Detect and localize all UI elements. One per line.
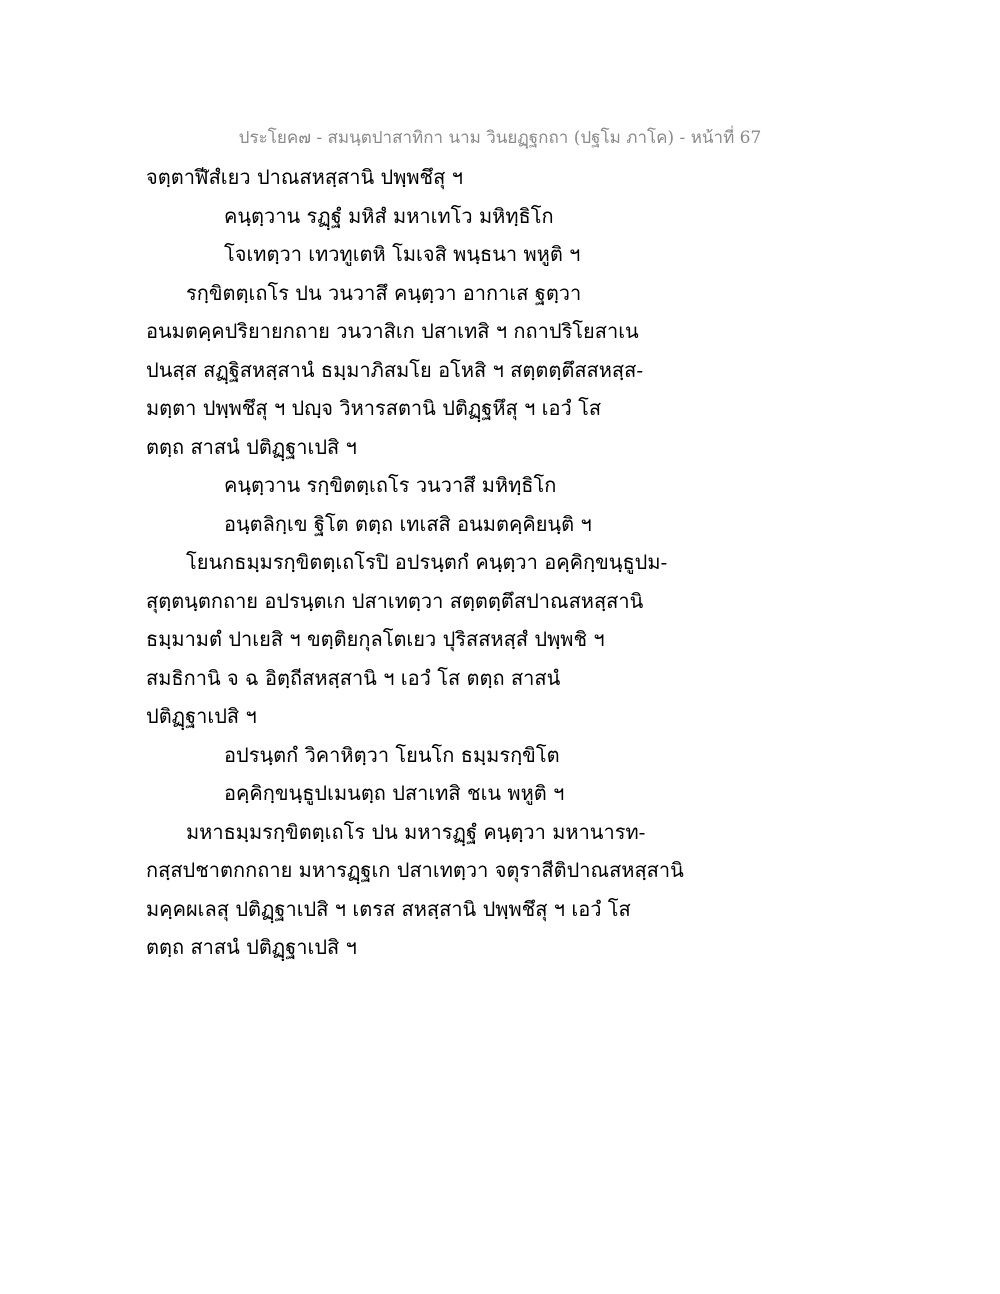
text-line: สุตฺตนฺตกถาย อปรนฺตเก ปสาเทตฺวา สตฺตตฺตึสปาณสหสฺสานิ — [146, 588, 644, 613]
text-line: สมธิกานิ จ ฉ อิตฺถีสหสฺสานิ ฯ เอวํ โส ตตฺถ สาสนํ — [146, 665, 561, 690]
verse-line: อคฺคิกฺขนฺธูปเมนตฺถ ปสาเทสิ ชเน พหูติ ฯ — [224, 781, 565, 805]
text-line: มคฺคผเลสุ ปติฏฺฐาเปสิ ฯ เตรส สหสฺสานิ ปพฺพชึสุ ฯ เอวํ โส — [146, 896, 631, 921]
verse-line: อนฺตลิกฺเข ฐิโต ตตฺถ เทเสสิ อนมตคฺคิยนฺติ ฯ — [224, 511, 592, 536]
verse-line: คนฺตฺวาน รกฺขิตตฺเถโร วนวาสึ มหิทฺธิโก — [224, 473, 557, 497]
page-header — [0, 124, 1000, 151]
verse-line: คนฺตฺวาน รฏฺฐํ มหิสํ มหาเทโว มหิทฺธิโก — [224, 203, 554, 228]
verse-line: โจเทตฺวา เทวทูเตหิ โมเจสิ พนฺธนา พหูติ ฯ — [224, 242, 581, 266]
body-text — [146, 158, 706, 967]
text-line: ปนสฺส สฏฺฐิสหสฺสานํ ธมฺมาภิสมโย อโหสิ ฯ สตฺตตฺตึสสหสฺส- — [146, 357, 644, 382]
text-line: ตตฺถ สาสนํ ปติฏฺฐาเปสิ ฯ — [146, 434, 357, 459]
verse-line: อปรนฺตกํ วิคาหิตฺวา โยนโก ธมฺมรกฺขิโต — [224, 742, 560, 767]
text-line: อนมตคฺคปริยายกถาย วนวาสิเก ปสาเทสิ ฯ กถาปริโยสาเน — [146, 319, 639, 343]
paragraph-first-line: มหาธมฺมรกฺขิตตฺเถโร ปน มหารฏฺฐํ คนฺตฺวา มหานารท- — [186, 819, 646, 844]
paragraph-first-line: โยนกธมฺมรกฺขิตตฺเถโรปิ อปรนฺตกํ คนฺตฺวา อคฺคิกฺขนฺธูปม- — [186, 550, 668, 574]
page-header-text: ประโยค๗ - สมนฺตปาสาทิกา นาม วินยฏฺฐกถา (ปฐโม ภาโค) - หน้าที่ 67 — [238, 128, 762, 148]
text-line: จตฺตาฬีสํเยว ปาณสหสฺสานิ ปพฺพชึสุ ฯ — [146, 165, 463, 189]
text-line: ธมฺมามตํ ปาเยสิ ฯ ขตฺติยกุลโตเยว ปุริสสหสฺสํ ปพฺพชิ ฯ — [146, 627, 605, 651]
text-line: ตตฺถ สาสนํ ปติฏฺฐาเปสิ ฯ — [146, 935, 357, 959]
text-line: มตฺตา ปพฺพชึสุ ฯ ปญฺจ วิหารสตานิ ปติฏฺฐหึสุ ฯ เอวํ โส — [146, 396, 602, 420]
text-line: กสฺสปชาตกกถาย มหารฏฺฐเก ปสาเทตฺวา จตุราสีติปาณสหสฺสานิ — [146, 858, 684, 882]
paragraph-first-line: รกฺขิตตฺเถโร ปน วนวาสึ คนฺตฺวา อากาเส ฐตฺวา — [186, 280, 582, 305]
text-line: ปติฏฺฐาเปสิ ฯ — [146, 704, 257, 728]
